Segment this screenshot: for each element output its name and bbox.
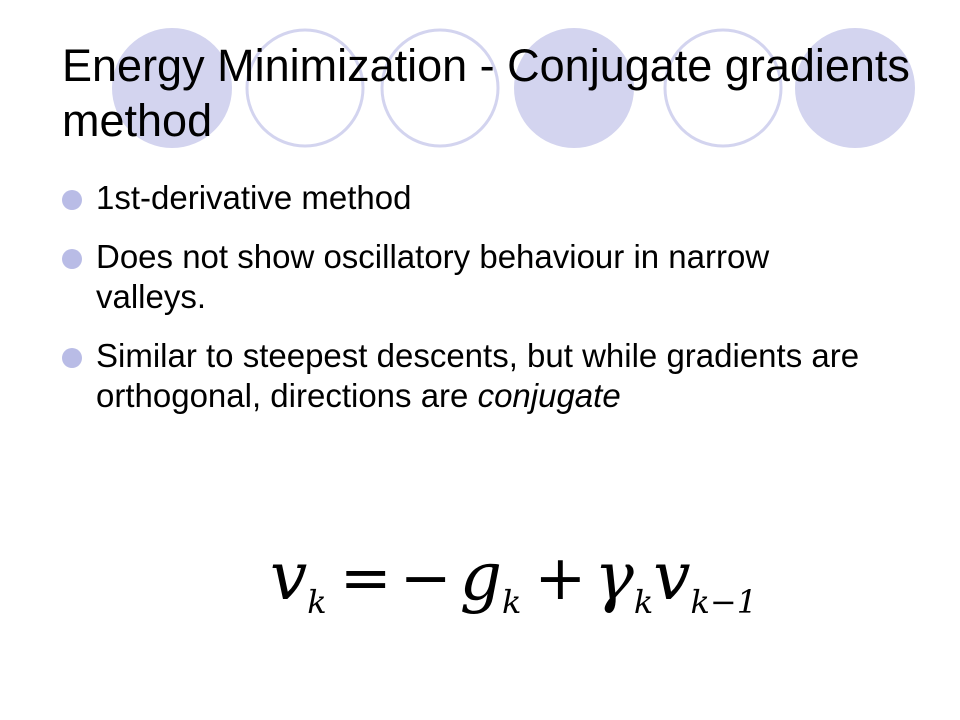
slide-title: Energy Minimization - Conjugate gradients method: [62, 40, 910, 146]
formula-minus: −: [399, 541, 452, 614]
formula-gamma-subscript: k: [633, 583, 654, 621]
formula-equals: =: [339, 541, 392, 614]
formula-g: g: [459, 538, 502, 615]
bullet-item: [62, 178, 882, 218]
bullet-list: [62, 178, 882, 435]
bullet-emphasis: conjugate: [477, 377, 621, 414]
formula-plus: +: [534, 541, 587, 614]
formula-v-subscript: k: [307, 583, 327, 621]
bullet-dot-icon: [62, 249, 82, 269]
formula-g-subscript: k: [501, 583, 522, 621]
bullet-dot-icon: [62, 190, 82, 210]
formula: [270, 538, 758, 628]
bullet-text: Does not show oscillatory behaviour in narrow valleys.: [96, 238, 770, 315]
bullet-dot-icon: [62, 348, 82, 368]
formula-v-prev: v: [653, 538, 691, 615]
bullet-text: Similar to steepest descents, but while gradients are orthogonal, directions are: [96, 337, 860, 414]
formula-gamma: γ: [594, 538, 634, 615]
bullet-item: [62, 336, 882, 416]
bullet-item: [62, 237, 882, 317]
formula-v: v: [270, 538, 308, 615]
bullet-text: 1st-derivative method: [96, 179, 412, 216]
formula-v-prev-subscript: k−1: [690, 583, 758, 621]
